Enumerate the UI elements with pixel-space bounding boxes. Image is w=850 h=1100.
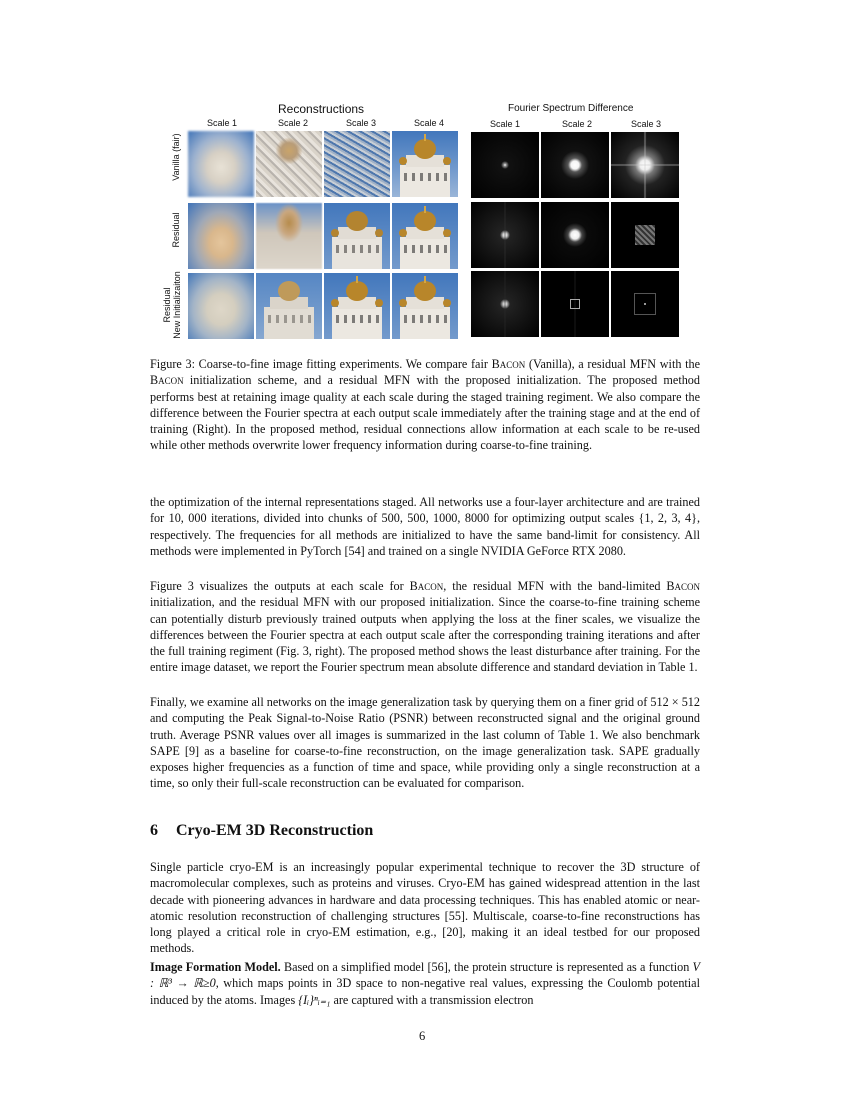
caption-bacon-2: Bacon: [150, 373, 184, 388]
p5-math-images: {Iᵢ}ⁿᵢ₌₁: [298, 992, 331, 1007]
p2-part-b: , the residual MFN with the band-limited: [443, 579, 667, 593]
recon-scale-1-label: Scale 1: [207, 118, 238, 128]
recon-residual-scale-2: [256, 203, 322, 269]
paragraph-cryoem: Single particle cryo-EM is an increasingly popular experimental technique to recover the 3D structure of macromolecular complexes, such as proteins and viruses. Cryo-EM has gained widespread attention in the last decade with pioneering advances in hardware and data processing techniques. This has enabled atomic or near-atomic resolution reconstruction of challenging structures [55]. Multiscale, coarse-to-fine reconstructions has long played a critical role in cryo-EM estimation, e.g., [20], making it an ideal testbed for our proposed methods.: [150, 860, 700, 956]
recon-newinit-scale-3: [324, 273, 390, 339]
section-heading: [150, 822, 373, 840]
row-label-residual-new-init-line2: New Initializaiton: [172, 271, 182, 339]
reconstructions-title: Reconstructions: [278, 102, 365, 116]
paragraph-optimization: the optimization of the internal representations staged. All networks use a four-layer architecture and are trained for 10, 000 iterations, divided into chunks of 500, 500, 1000, 8000 for optimizing output scales {1, 2, 3, 4}, respectively. The frequencies for all methods are initialized to have the same band-limit for consistency. All methods were implemented in PyTorch [54] and trained on a single NVIDIA GeForce RTX 2080.: [150, 495, 700, 558]
recon-residual-scale-1: [188, 203, 254, 269]
section-number: 6: [150, 822, 158, 839]
p2-part-a: Figure 3 visualizes the outputs at each scale for: [150, 579, 410, 593]
recon-newinit-scale-2: [256, 273, 322, 339]
fourier-newinit-scale-2-square: [570, 299, 580, 309]
row-label-residual-new-init: [162, 270, 182, 340]
row-label-vanilla-text: Vanilla (fair): [171, 133, 181, 181]
figure-3: [160, 100, 700, 345]
row-label-vanilla: [171, 127, 181, 187]
fourier-vanilla-scale-2: [541, 132, 609, 198]
p2-bacon-2: Bacon: [666, 579, 700, 593]
recon-newinit-scale-1: [188, 273, 254, 339]
paragraph-generalization: Finally, we examine all networks on the image generalization task by querying them on a finer grid of 512 × 512 and computing the Peak Signal-to-Noise Ratio (PSNR) between reconstructed signal and the original ground truth. Average PSNR values over all images is summarized in the last column of Table 1. We also benchmark SAPE [9] as a baseline for coarse-to-fine reconstruction, on the image generalization task. SAPE gradually exposes higher frequencies as a function of time and space, while providing only a single reconstruction at a time, so only their full-scale reconstruction can be evaluated for comparison.: [150, 695, 700, 791]
p2-part-c: initialization, and the residual MFN with our proposed initialization. Since the coarse-to-fine training scheme can potentially disturb previously trained outputs when applying the loss at the finer scales, we visualize the differences between the Fourier spectra at each output scale after the corresponding training iterations and after the full training regiment (Fig. 3, right). The proposed method shows the least disturbance after training. For the entire image dataset, we report the Fourier spectrum mean absolute difference and standard deviation in Table 1.: [150, 595, 700, 675]
caption-rest: initialization scheme, and a residual MFN with the proposed initialization. The proposed method performs best at retaining image quality at each scale during the staged training regiment. We also compare the difference between the Fourier spectra at each output scale immediately after the training stage and at the end of training (Right). In the proposed method, residual connections allow information at each scale to be re-used while other methods overwrite lower frequency information during coarse-to-fine training.: [150, 373, 700, 453]
fourier-vanilla-scale-1: [471, 132, 539, 198]
p5-part-c: are captured with a transmission electron: [330, 992, 534, 1007]
fourier-scale-2-label: Scale 2: [562, 119, 593, 129]
fourier-vanilla-scale-3: [611, 132, 679, 198]
recon-vanilla-scale-4: [392, 131, 458, 197]
fourier-residual-scale-1: [471, 202, 539, 268]
p5-math-function: V : ℝ³ → ℝ≥0: [150, 960, 700, 991]
fourier-scale-3-label: Scale 3: [631, 119, 662, 129]
p5-heading: Image Formation Model.: [150, 960, 281, 974]
p2-bacon-1: Bacon: [409, 579, 444, 593]
fourier-newinit-scale-3: [611, 271, 679, 337]
row-label-residual: [171, 210, 181, 250]
caption-mid: (Vanilla), a residual MFN with the: [525, 357, 700, 371]
recon-vanilla-scale-1: [188, 131, 254, 197]
fourier-residual-scale-3: [611, 202, 679, 268]
paragraph-figure3: [150, 578, 700, 676]
fourier-newinit-scale-2: [541, 271, 609, 337]
recon-vanilla-scale-2: [256, 131, 322, 197]
recon-scale-2-label: Scale 2: [278, 118, 309, 128]
caption-lead: Figure 3: Coarse-to-fine image fitting experiments. We compare fair: [150, 357, 492, 371]
recon-scale-4-label: Scale 4: [414, 118, 445, 128]
recon-vanilla-scale-3: [324, 131, 390, 197]
fourier-title: Fourier Spectrum Difference: [508, 103, 634, 114]
recon-newinit-scale-4: [392, 273, 458, 339]
p5-part-a: Based on a simplified model [56], the protein structure is represented as a function: [280, 960, 693, 974]
p5-part-b: , which maps points in 3D space to non-negative real values, expressing the Coulomb potential induced by the atoms. Images: [150, 976, 700, 1007]
recon-scale-3-label: Scale 3: [346, 118, 377, 128]
section-title: Cryo-EM 3D Reconstruction: [176, 822, 374, 839]
row-label-residual-new-init-line1: Residual: [162, 287, 172, 323]
page-number: 6: [419, 1029, 426, 1043]
fourier-residual-scale-2: [541, 202, 609, 268]
recon-residual-scale-3: [324, 203, 390, 269]
recon-residual-scale-4: [392, 203, 458, 269]
row-label-residual-text: Residual: [171, 212, 181, 248]
paragraph-image-formation: [150, 959, 700, 1008]
caption-bacon-1: Bacon: [491, 357, 526, 371]
fourier-newinit-scale-1: [471, 271, 539, 337]
fourier-newinit-scale-3-dot: [644, 303, 646, 305]
figure-caption: [150, 356, 700, 454]
fourier-scale-1-label: Scale 1: [490, 119, 521, 129]
fourier-residual-scale-3-square: [635, 225, 655, 245]
